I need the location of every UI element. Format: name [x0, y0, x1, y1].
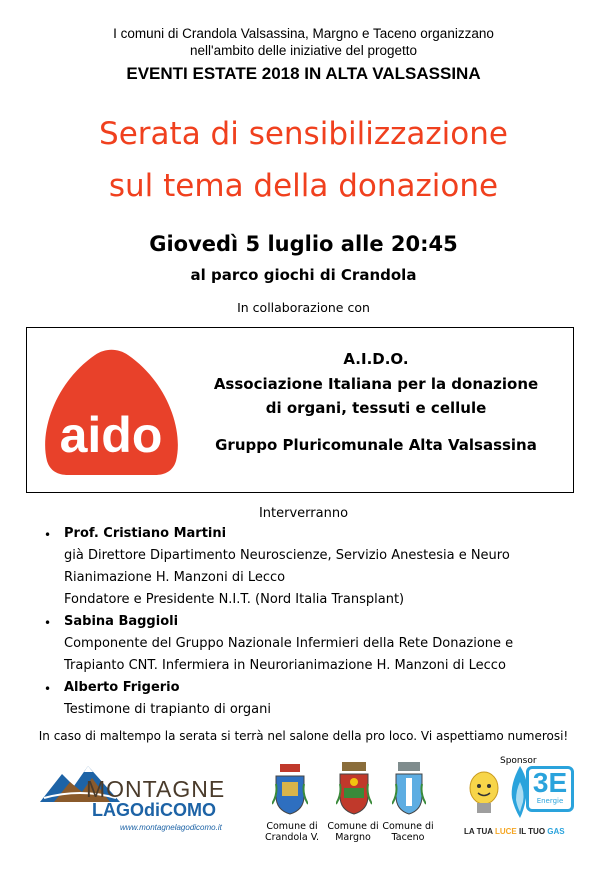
sponsor-tagline: LA TUA LUCE IL TUO GAS	[464, 827, 565, 836]
speakers-heading: Interverranno	[258, 506, 349, 521]
sponsor-label: Sponsor	[500, 756, 537, 766]
comune-label-margno: Comune di Margno	[327, 821, 379, 843]
speaker-detail: Rianimazione H. Manzoni di Lecco	[64, 570, 286, 585]
comune-label-taceno: Comune di Taceno	[382, 821, 434, 843]
lightbulb-icon	[464, 770, 504, 820]
speaker-detail: Componente del Gruppo Nazionale Infermieri della Rete Donazione e	[64, 636, 514, 651]
crandola-crest-icon	[272, 764, 308, 816]
collaboration-label: In collaborazione con	[237, 300, 370, 315]
margno-crest-icon	[336, 762, 372, 816]
montagne-subtitle: LAGOdiCOMO	[92, 800, 216, 820]
aido-name-line-1: Associazione Italiana per la donazione	[213, 375, 539, 393]
bullet-icon: •	[44, 528, 52, 542]
aido-name-line-2: di organi, tessuti e cellule	[265, 399, 487, 417]
comune-label-crandola: Comune di Crandola V.	[265, 821, 319, 843]
project-title: EVENTI ESTATE 2018 IN ALTA VALSASSINA	[126, 64, 481, 83]
event-title-line-1: Serata di sensibilizzazione	[99, 116, 508, 152]
aido-group: Gruppo Pluricomunale Alta Valsassina	[215, 436, 537, 454]
speaker-detail: già Direttore Dipartimento Neuroscienze, Servizio Anestesia e Neuro	[64, 548, 510, 563]
sponsor-logo-sub: Energie	[536, 797, 564, 805]
sponsor-logo	[526, 766, 574, 812]
aido-acronym: A.I.D.O.	[343, 350, 409, 368]
bullet-icon: •	[44, 616, 52, 630]
speaker-detail: Trapianto CNT. Infermiera in Neurorianimazione H. Manzoni di Lecco	[64, 658, 506, 673]
event-title-line-2: sul tema della donazione	[108, 168, 499, 204]
speaker-detail: Fondatore e Presidente N.I.T. (Nord Italia Transplant)	[64, 592, 405, 607]
montagne-title: MONTAGNE	[86, 776, 226, 802]
event-date: Giovedì 5 luglio alle 20:45	[149, 232, 458, 256]
intro-line-2: nell'ambito delle iniziative del progetto	[190, 43, 417, 58]
bullet-icon: •	[44, 682, 52, 696]
speaker-detail: Testimone di trapianto di organi	[64, 702, 271, 717]
taceno-crest-icon	[392, 762, 426, 816]
sponsor-logo-text: 3E	[532, 767, 568, 798]
aido-logo-text: aido	[59, 407, 163, 463]
montagne-url[interactable]: www.montagnelagodicomo.it	[120, 823, 222, 832]
intro-line-1: I comuni di Crandola Valsassina, Margno e Taceno organizzano	[113, 26, 494, 41]
speaker-name: Sabina Baggioli	[64, 614, 179, 629]
weather-note: In caso di maltempo la serata si terrà nel salone della pro loco. Vi aspettiamo numerosi!	[38, 729, 569, 743]
aido-logo	[35, 337, 188, 480]
event-place: al parco giochi di Crandola	[190, 266, 417, 284]
speaker-name: Alberto Frigerio	[64, 680, 180, 695]
speaker-name: Prof. Cristiano Martini	[64, 526, 227, 541]
